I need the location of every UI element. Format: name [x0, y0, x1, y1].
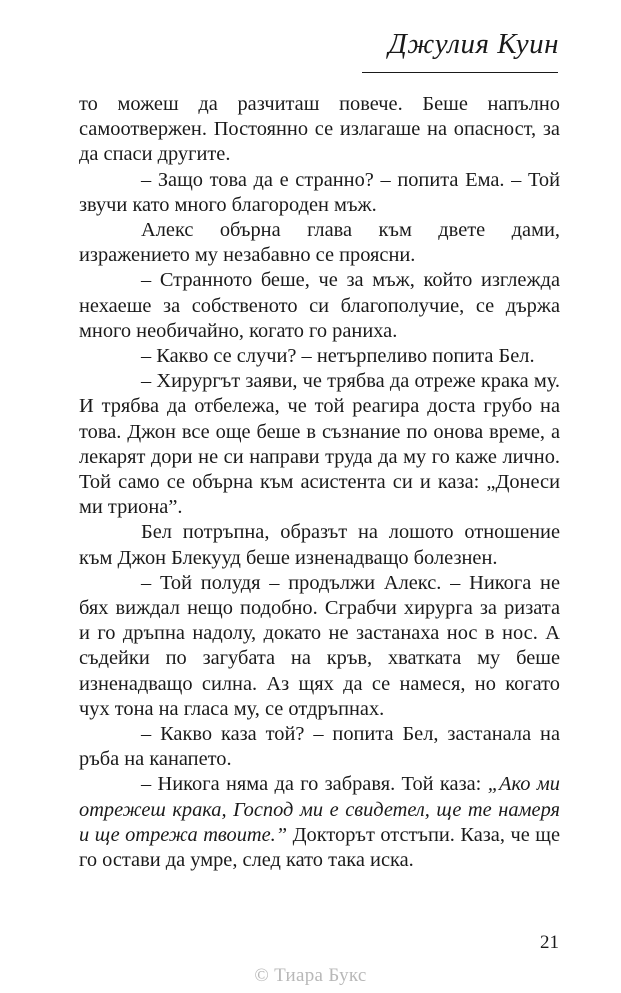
- paragraph-7: Бел потръпна, образът на лошото отношение към Джон Блекууд беше изненадващо болезнен.: [79, 521, 560, 569]
- paragraph-4: – Странното беше, че за мъж, който изглежда нехаеше за собственото си благополучие, се държа много необичайно, когато го раниха.: [79, 269, 560, 342]
- paragraph-2: – Защо това да е странно? – попита Ема. – Той звучи като много благороден мъж.: [79, 168, 560, 216]
- paragraph-9: – Какво каза той? – попита Бел, застанала на ръба на канапето.: [79, 723, 560, 771]
- body-text: [79, 92, 560, 873]
- paragraph-3: Алекс обърна глава към двете дами, изражението му незабавно се проясни.: [79, 219, 560, 267]
- paragraph-6: – Хирургът заяви, че трябва да отреже крака му. И трябва да отбележа, че той реагира доста грубо на това. Джон все още беше в съзнание по онова време, а лекарят дори не си направи труда да му го каже лично. Той само се обърна към асистента си и каза: „Донеси ми триона”.: [79, 370, 560, 519]
- running-head-author: Джулия Куин: [388, 28, 559, 60]
- paragraph-5: – Какво се случи? – нетърпеливо попита Бел.: [141, 345, 535, 368]
- paragraph-10-lead: – Никога няма да го забравя. Той каза:: [141, 773, 488, 796]
- italic-quote: „Ако ми отрежеш крака, Господ ми е свидетел, ще те намеря и ще отрежа твоите.”: [79, 773, 560, 846]
- header-rule: [362, 72, 558, 73]
- paragraph-1: то можеш да разчиташ повече. Беше напълно самоотвержен. Постоянно се излагаше на опасност, за да спаси другите.: [79, 93, 560, 166]
- paragraph-10: [79, 772, 560, 873]
- page-number: 21: [540, 932, 559, 953]
- copyright-watermark: © Тиара Букс: [254, 965, 367, 986]
- paragraph-8: – Той полудя – продължи Алекс. – Никога не бях виждал нещо подобно. Сграбчи хирурга за ризата и го дръпна надолу, докато не застанаха нос в нос. А съдейки по загубата на кръв, хватката му беше изненадващо силна. Аз щях да се намеся, но когато чух тона на гласа му, се отдръпнах.: [79, 571, 560, 720]
- paragraph-10-tail: Докторът отстъпи. Каза, че ще го остави да умре, след като така иска.: [79, 823, 561, 872]
